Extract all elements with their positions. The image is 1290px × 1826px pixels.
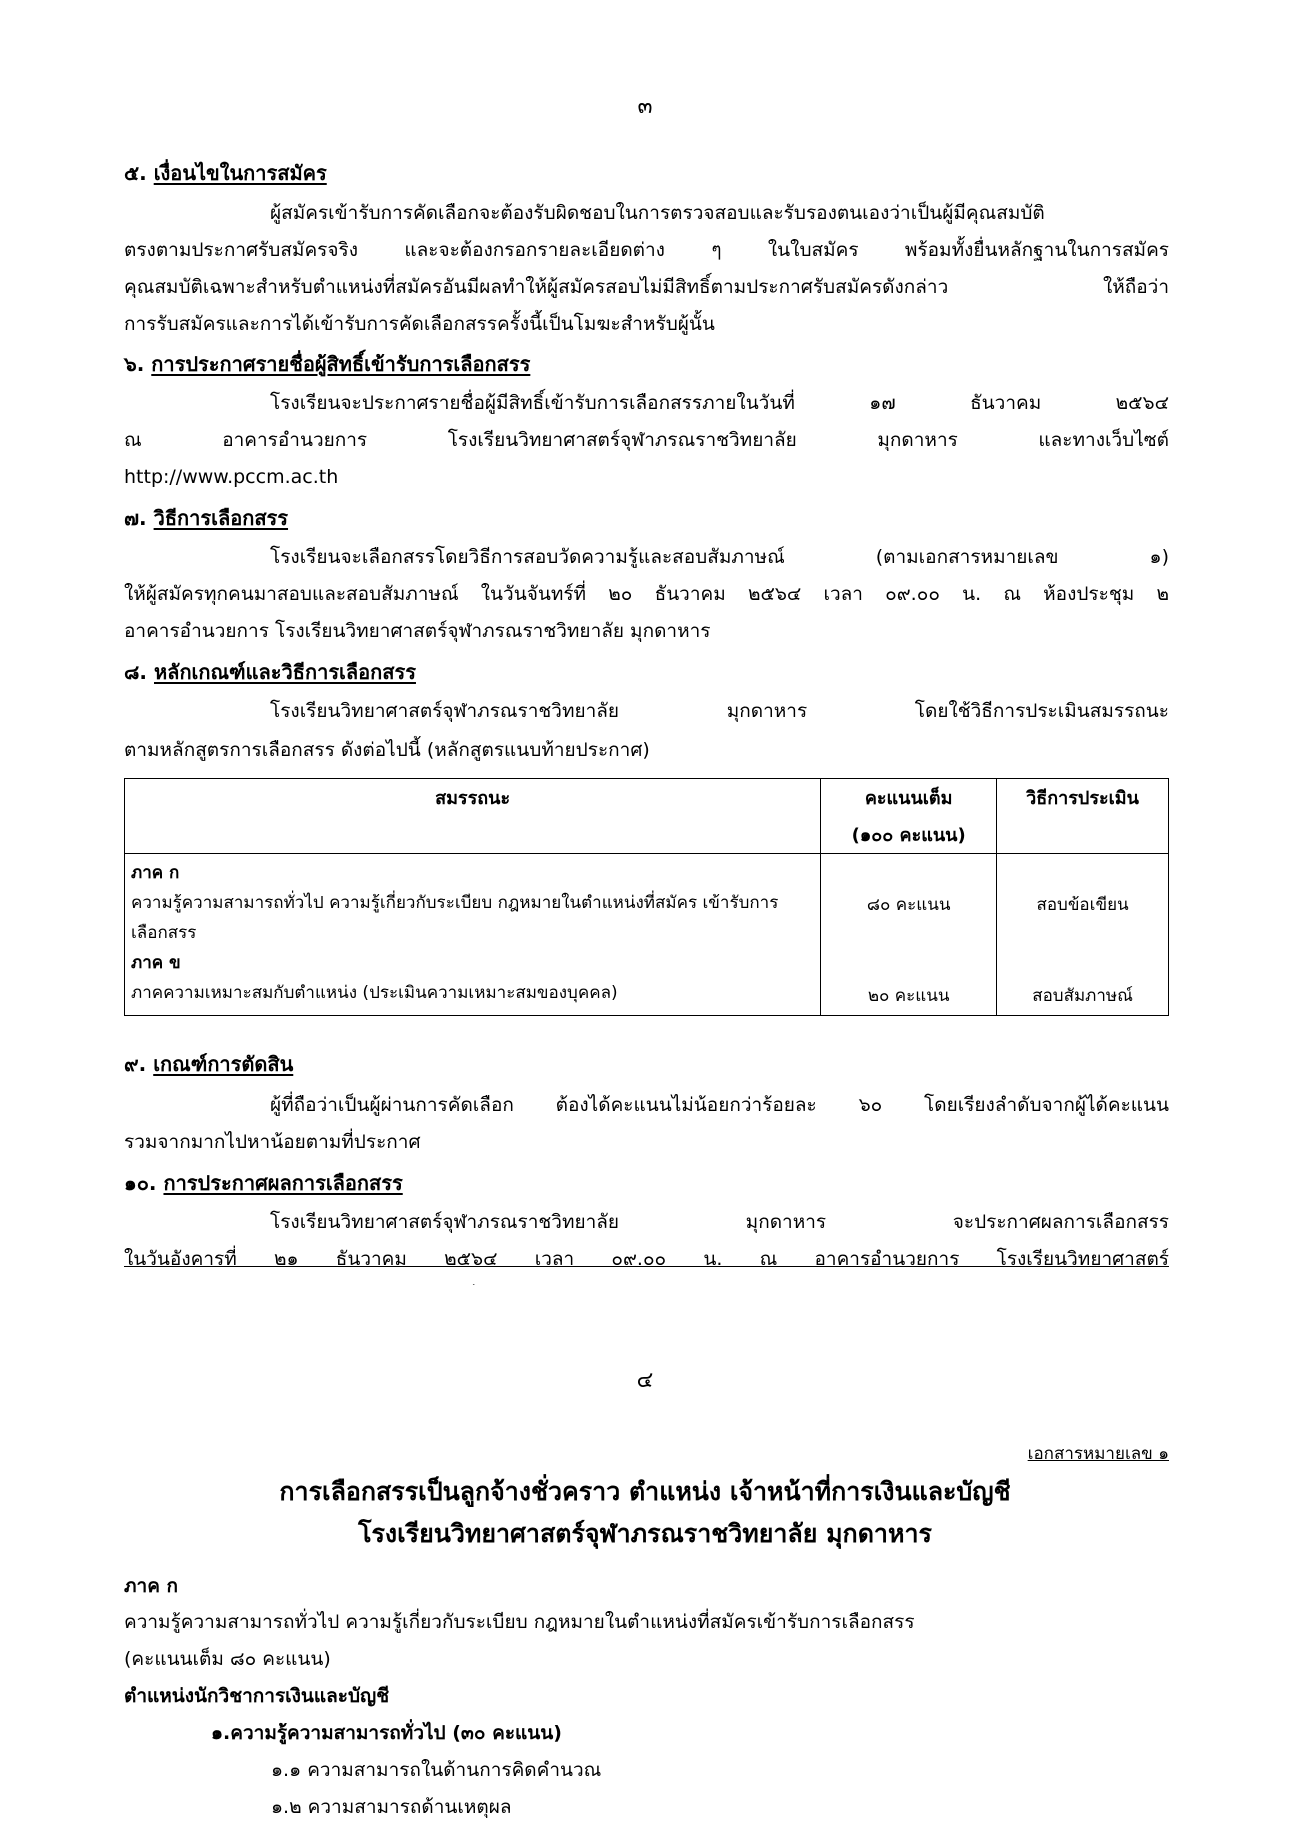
section-9-title: เกณฑ์การตัดสิน [153, 1052, 294, 1076]
section-5-title: เงื่อนไขในการสมัคร [153, 161, 327, 185]
document-title-1: การเลือกสรรเป็นลูกจ้างชั่วคราว ตำแหน่ง เจ้าหน้าที่การเงินและบัญชี [279, 1477, 1011, 1506]
part-a-heading: ภาค ก [124, 1575, 179, 1597]
section-6-line-1: โรงเรียนจะประกาศรายชื่อผู้มีสิทธิ์เข้ารับการเลือกสรรภายในวันที่ ๑๗ ธันวาคม ๒๕๖๔ [270, 392, 1169, 414]
part-b-title: ภาค ข [131, 953, 181, 973]
part-a-title: ภาค ก [131, 863, 180, 883]
part-a-method: สอบข้อเขียน [1036, 895, 1129, 915]
document-title-2: โรงเรียนวิทยาศาสตร์จุฬาภรณราชวิทยาลัย มุกดาหาร [358, 1519, 932, 1548]
document-reference: เอกสารหมายเลข ๑ [1027, 1444, 1169, 1464]
section-10-title: การประกาศผลการเลือกสรร [163, 1171, 403, 1195]
section-6-heading [124, 348, 530, 380]
criteria-table [124, 778, 1169, 1016]
part-a-desc-2: (คะแนนเต็ม ๘๐ คะแนน) [124, 1648, 331, 1670]
section-5-line-3: คุณสมบัติเฉพาะสำหรับตำแหน่งที่สมัครอันมีผลทำให้ผู้สมัครสอบไม่มีสิทธิ์ตามประกาศรับสมัครดังกล่าว ให้ถือว่า [124, 276, 1169, 298]
part-b-score: ๒๐ คะแนน [867, 986, 950, 1006]
part-a-score: ๘๐ คะแนน [866, 895, 951, 915]
section-8-line-1: โรงเรียนวิทยาศาสตร์จุฬาภรณราชวิทยาลัย มุกดาหาร โดยใช้วิธีการประเมินสมรรถนะ [270, 700, 1169, 722]
section-10-number: ๑๐. [124, 1171, 157, 1195]
section-5-line-2: ตรงตามประกาศรับสมัครจริง และจะต้องกรอกรายละเอียดต่าง ๆ ในใบสมัคร พร้อมทั้งยื่นหลักฐานในการสมัคร [124, 239, 1169, 261]
section-7-number: ๗. [124, 506, 147, 530]
page-cut-mask [0, 1285, 1290, 1307]
item-1-2: ๑.๒ ความสามารถด้านเหตุผล [271, 1796, 512, 1818]
header-full-score: คะแนนเต็ม (๑๐๐ คะแนน) [821, 779, 997, 854]
part-b-desc: ภาคความเหมาะสมกับตำแหน่ง (ประเมินความเหมาะสมของบุคคล) [131, 983, 618, 1003]
section-10-line-2: ในวันอังคารที่ ๒๑ ธันวาคม ๒๕๖๔ เวลา ๐๙.๐๐ น. ณ อาคารอำนวยการ โรงเรียนวิทยาศาสตร์ [124, 1248, 1169, 1270]
section-5-heading [124, 157, 327, 189]
table-row [125, 854, 1169, 1016]
section-6-title: การประกาศรายชื่อผู้สิทธิ์เข้ารับการเลือกสรร [151, 352, 531, 376]
section-8-number: ๘. [124, 660, 148, 684]
section-7-line-3: อาคารอำนวยการ โรงเรียนวิทยาศาสตร์จุฬาภรณราชวิทยาลัย มุกดาหาร [124, 620, 711, 642]
section-5-number: ๕. [124, 161, 147, 185]
header-method: วิธีการประเมิน [997, 779, 1169, 854]
section-8-line-2: ตามหลักสูตรการเลือกสรร ดังต่อไปนี้ (หลักสูตรแนบท้ายประกาศ) [124, 739, 650, 761]
section-5-line-1: ผู้สมัครเข้ารับการคัดเลือกจะต้องรับผิดชอบในการตรวจสอบและรับรองตนเองว่าเป็นผู้มีคุณสมบัติ [270, 202, 1045, 224]
section-7-title: วิธีการเลือกสรร [153, 506, 289, 530]
section-10-line-1: โรงเรียนวิทยาศาสตร์จุฬาภรณราชวิทยาลัย มุกดาหาร จะประกาศผลการเลือกสรร [270, 1211, 1169, 1233]
item-1: ๑.ความรู้ความสามารถทั่วไป (๓๐ คะแนน) [211, 1722, 562, 1744]
section-5-line-4: การรับสมัครและการได้เข้ารับการคัดเลือกสรรครั้งนี้เป็นโมฆะสำหรับผู้นั้น [124, 313, 715, 335]
section-9-line-1: ผู้ที่ถือว่าเป็นผู้ผ่านการคัดเลือก ต้องได้คะแนนไม่น้อยกว่าร้อยละ ๖๐ โดยเรียงลำดับจากผู้ได้คะแนน [270, 1094, 1169, 1116]
section-6-line-2: ณ อาคารอำนวยการ โรงเรียนวิทยาศาสตร์จุฬาภรณราชวิทยาลัย มุกดาหาร และทางเว็บไซต์ [124, 429, 1169, 451]
section-8-heading [124, 656, 416, 688]
item-1-1: ๑.๑ ความสามารถในด้านการคิดคำนวณ [271, 1759, 602, 1781]
section-6-number: ๖. [124, 352, 145, 376]
section-7-line-1: โรงเรียนจะเลือกสรรโดยวิธีการสอบวัดความรู้และสอบสัมภาษณ์ (ตามเอกสารหมายเลข ๑) [270, 546, 1169, 568]
header-competency: สมรรถนะ [125, 779, 821, 854]
page-4 [0, 1330, 1290, 1825]
part-a-desc: ความรู้ความสามารถทั่วไป ความรู้เกี่ยวกับระเบียบ กฎหมายในตำแหน่งที่สมัคร เข้ารับการเลือกสรร [131, 893, 779, 943]
section-7-heading [124, 502, 288, 534]
part-b-method: สอบสัมภาษณ์ [1032, 986, 1133, 1006]
section-7-line-2: ให้ผู้สมัครทุกคนมาสอบและสอบสัมภาษณ์ ในวันจันทร์ที่ ๒๐ ธันวาคม ๒๕๖๔ เวลา ๐๙.๐๐ น. ณ ห้องประชุม ๒ [124, 583, 1169, 605]
section-8-title: หลักเกณฑ์และวิธีการเลือกสรร [154, 660, 416, 684]
section-9-heading [124, 1048, 293, 1080]
part-a-desc-1: ความรู้ความสามารถทั่วไป ความรู้เกี่ยวกับระเบียบ กฎหมายในตำแหน่งที่สมัครเข้ารับการเลือกสรร [124, 1611, 915, 1633]
page-number: ๔ [636, 1368, 654, 1393]
table-header-row [125, 779, 1169, 854]
section-6-url: http://www.pccm.ac.th [124, 466, 339, 488]
position-heading: ตำแหน่งนักวิชาการเงินและบัญชี [124, 1685, 390, 1707]
section-9-line-2: รวมจากมากไปหาน้อยตามที่ประกาศ [124, 1131, 421, 1153]
page-number: ๓ [637, 94, 653, 119]
section-10-heading [124, 1167, 403, 1199]
section-9-number: ๙. [124, 1052, 147, 1076]
